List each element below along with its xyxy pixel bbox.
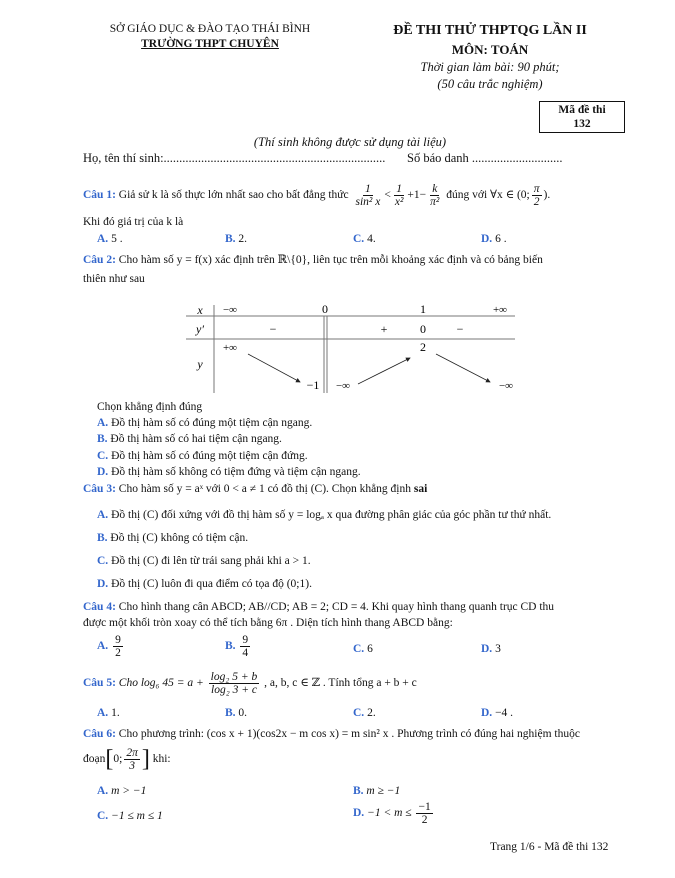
q6-option-b[interactable]: B. m ≥ −1 <box>353 785 401 797</box>
decreasing-arrow <box>436 354 490 382</box>
q3-option-d[interactable]: D. Đồ thị (C) luôn đi qua điểm có tọa độ (0;1). <box>97 578 312 590</box>
question-3 <box>83 483 427 495</box>
question-2 <box>83 252 543 266</box>
q5-option-d[interactable]: D. −4 . <box>481 707 514 719</box>
q1-option-b[interactable]: B. 2. <box>225 233 248 245</box>
q3-option-c[interactable]: C. Đồ thị (C) đi lên từ trái sang phải khi a > 1. <box>97 555 311 567</box>
question-5 <box>83 671 417 696</box>
q6-option-d[interactable]: D. −1 < m ≤ $\frac{-1}{2}$ <box>353 801 431 827</box>
exam-code-box <box>539 101 625 133</box>
school-name: TRƯỜNG THPT CHUYÊN <box>141 38 279 50</box>
yprime-sign-positive: + <box>380 322 388 336</box>
question-6-line2: đoạn[0; $\frac{2\pi}{3}$ ] khi: <box>83 746 171 772</box>
question-6-text: Cho phương trình: (cos x + 1)(cos2x − m cos x) = m sin² x . Phương trình có đúng hai nghiệm thuộc <box>118 728 580 740</box>
question-1-label: Câu 1: <box>83 189 116 201</box>
x-neg-infinity: −∞ <box>222 304 238 316</box>
right-bracket: ] <box>141 746 150 772</box>
variation-table <box>180 300 520 400</box>
question-1-line2: Khi đó giá trị của k là <box>83 216 184 228</box>
fraction-pi-over-2: $\frac{\pi}{2}$ <box>533 182 540 208</box>
q2-option-d[interactable]: D. Đồ thị hàm số không có tiệm đứng và tiệm cận ngang. <box>97 466 361 478</box>
fraction-log-expression: $\frac{\text{log₂ 5 + b}}{\text{log₂ 3 + c}}$ <box>210 671 258 697</box>
q3-option-a[interactable]: A. Đồ thị (C) đối xứng với đồ thị hàm số y = logₐ x qua đường phân giác của góc phần tư thứ nhất. <box>97 509 552 521</box>
x-zero: 0 <box>322 302 328 316</box>
x-one: 1 <box>420 302 426 316</box>
question-count: (50 câu trắc nghiệm) <box>437 77 543 91</box>
fraction-9-over-4: $\frac{9}{4}$ <box>242 634 249 660</box>
candidate-id-field[interactable]: Số báo danh ............................. <box>407 151 563 165</box>
yprime-sign-negative: − <box>456 322 464 336</box>
left-bracket: [ <box>105 746 114 772</box>
y-pos-infinity: +∞ <box>222 342 238 354</box>
q4-option-b[interactable]: B. $\frac{9}{4}$ <box>225 634 249 660</box>
question-1: Câu 1: Giả sử k là số thực lớn nhất sao cho bất đẳng thức $\frac{1}{\text{sin² x}}$ < $\frac{1}{\text{x²}}$ +1− $\frac{k}{\text{π²}}$ đúng với ∀x ∈ (0; $\frac{\pi}{2}$ ). <box>83 182 551 208</box>
q6-option-a[interactable]: A. m > −1 <box>97 785 147 797</box>
yprime-sign-negative: − <box>269 322 277 336</box>
fraction-k-over-pi2: $\frac{k}{\text{π²}}$ <box>430 182 440 208</box>
question-4-line2: được một khối tròn xoay có thể tích bằng 6π . Diện tích hình thang ABCD bằng: <box>83 617 453 629</box>
fraction-2pi-over-3: $\frac{2\pi}{3}$ <box>126 746 138 772</box>
question-4 <box>83 601 554 613</box>
exam-duration: Thời gian làm bài: 90 phút; <box>420 60 560 74</box>
y-neg-infinity: −∞ <box>335 380 351 392</box>
question-3-keyword: sai <box>413 483 428 495</box>
decreasing-arrow <box>248 354 300 382</box>
q2-option-c[interactable]: C. Đồ thị hàm số có đúng một tiệm cận đứng. <box>97 450 308 462</box>
question-3-label: Câu 3: <box>83 483 116 495</box>
q4-option-a[interactable]: A. $\frac{9}{2}$ <box>97 634 121 660</box>
question-3-text: Cho hàm số y = aˣ với 0 < a ≠ 1 có đồ thị (C). Chọn khẳng định <box>118 483 414 495</box>
q1-option-c[interactable]: C. 4. <box>353 233 376 245</box>
page-footer: Trang 1/6 - Mã đề thi 132 <box>490 841 609 853</box>
q4-option-d[interactable]: D. 3 <box>481 643 501 655</box>
question-2-prompt: Chọn khẳng định đúng <box>97 401 203 413</box>
q1-option-d[interactable]: D. 6 . <box>481 233 507 245</box>
no-materials-note: (Thí sinh không được sử dụng tài liệu) <box>253 135 447 149</box>
fraction-1-over-sin2x: $\frac{1}{\text{sin² x}}$ <box>355 182 381 208</box>
table-row-x: x <box>197 303 203 317</box>
question-2-label: Câu 2: <box>83 254 116 266</box>
q6-option-c[interactable]: C. −1 ≤ m ≤ 1 <box>97 810 163 822</box>
y-neg-infinity: −∞ <box>498 380 514 392</box>
table-row-y: y <box>197 357 203 371</box>
yprime-zero: 0 <box>420 322 426 336</box>
question-6 <box>83 728 580 740</box>
question-1-text: Giả sử k là số thực lớn nhất sao cho bất đẳng thức <box>118 189 349 201</box>
increasing-arrow <box>358 358 410 384</box>
question-2-line2: thiên như sau <box>83 273 145 285</box>
y-minus-one: −1 <box>306 378 320 392</box>
question-4-text: Cho hình thang cân ABCD; AB//CD; AB = 2; CD = 4. Khi quay hình thang quanh trục CD thu <box>118 601 555 613</box>
question-5-condition: , a, b, c ∈ ℤ . Tính tổng a + b + c <box>264 677 417 690</box>
exam-title: ĐỀ THI THỬ THPTQG LẦN II <box>393 23 587 38</box>
fraction-9-over-2: $\frac{9}{2}$ <box>115 634 121 660</box>
candidate-name-field[interactable]: Họ, tên thí sinh:....................................................................... <box>83 151 386 165</box>
department-name: SỞ GIÁO DỤC & ĐÀO TẠO THÁI BÌNH <box>109 23 311 35</box>
y-max-two: 2 <box>420 340 426 354</box>
q2-option-a[interactable]: A. Đồ thị hàm số có đúng một tiệm cận ngang. <box>97 417 313 429</box>
q5-option-c[interactable]: C. 2. <box>353 707 376 719</box>
question-6-label: Câu 6: <box>83 728 116 740</box>
exam-code-value: 132 <box>573 118 591 130</box>
q5-option-b[interactable]: B. 0. <box>225 707 248 719</box>
fraction-1-over-x2: $\frac{1}{\text{x²}}$ <box>394 182 404 208</box>
x-pos-infinity: +∞ <box>492 304 508 316</box>
q4-option-c[interactable]: C. 6 <box>353 643 373 655</box>
question-5-label: Câu 5: <box>83 677 116 690</box>
q1-option-a[interactable]: A. 5 . <box>97 233 123 245</box>
question-2-text: Cho hàm số y = f(x) xác định trên ℝ\{0}, liên tục trên mỗi khoảng xác định và có bảng biến <box>118 254 543 266</box>
question-4-label: Câu 4: <box>83 601 116 613</box>
subject: MÔN: TOÁN <box>451 42 529 57</box>
question-5-text: Cho log₆ 45 = a + <box>118 677 204 690</box>
q5-option-a[interactable]: A. 1. <box>97 707 120 719</box>
q2-option-b[interactable]: B. Đồ thị hàm số có hai tiệm cận ngang. <box>97 433 282 445</box>
table-row-yprime: y′ <box>196 322 204 336</box>
question-1-condition: đúng với ∀x ∈ (0; <box>446 189 530 201</box>
exam-code-label: Mã đề thi <box>558 104 606 116</box>
fraction-minus-1-over-2: $\frac{-1}{2}$ <box>418 801 431 827</box>
q3-option-b[interactable]: B. Đồ thị (C) không có tiệm cận. <box>97 532 249 544</box>
